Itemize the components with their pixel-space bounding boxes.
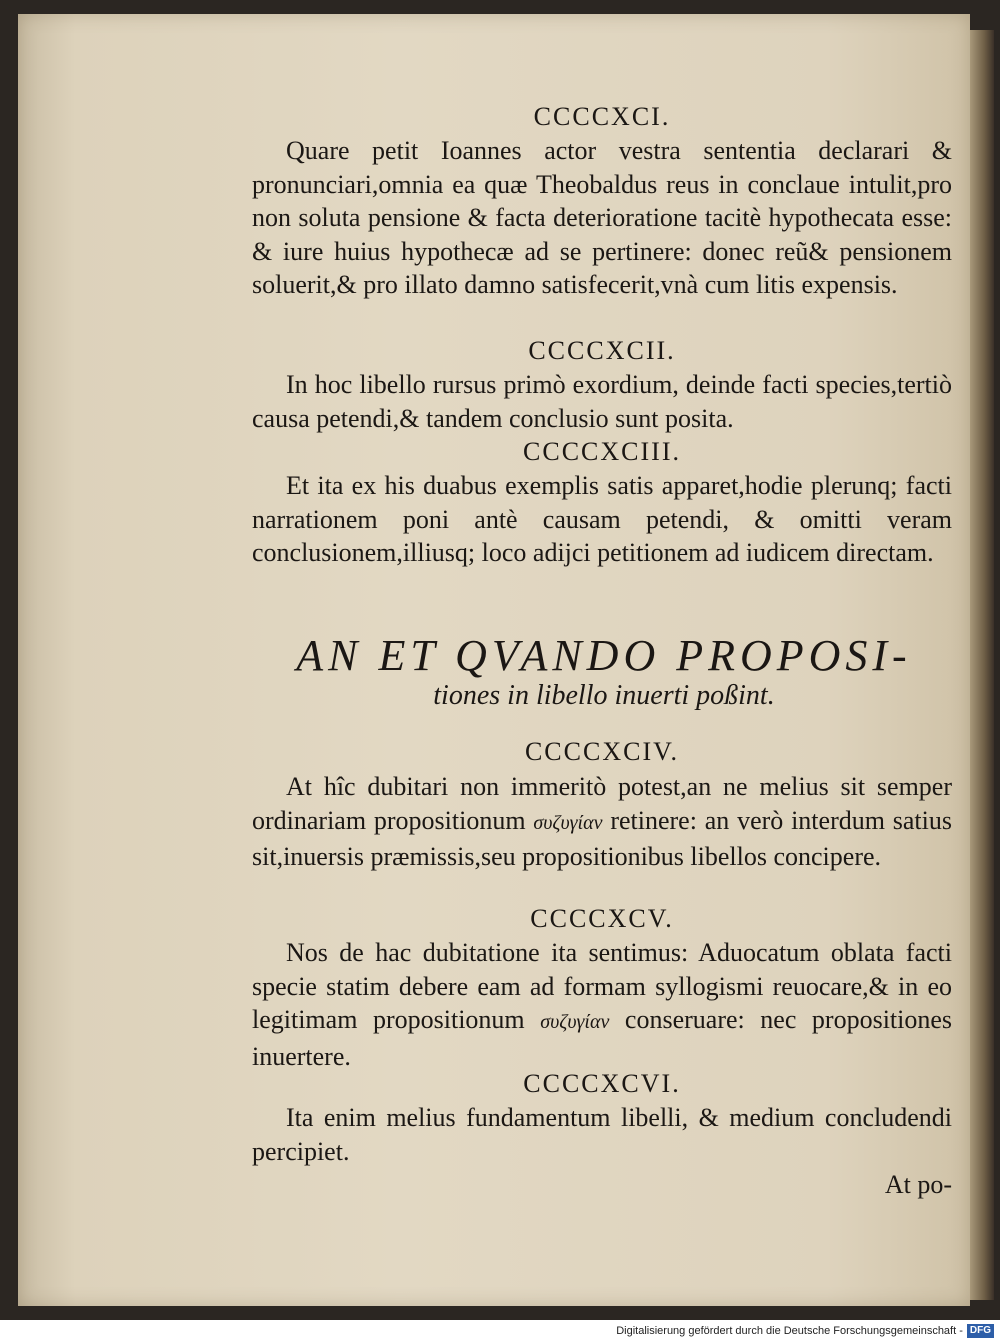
paragraph-text: In hoc libello rursus primò exordium, deinde facti species,tertiò causa petendi,& tandem conclusio sunt posita. <box>252 370 952 433</box>
section-paragraph <box>252 936 952 1073</box>
paragraph-text: Et ita ex his duabus exemplis satis apparet,hodie plerunq; facti narrationem poni antè causam petendi, & omitti veram conclusionem,illiusq; loco adijci petitionem ad iudicem directam. <box>252 471 952 567</box>
page-edge <box>970 30 994 1300</box>
catchword: At po- <box>884 1170 952 1199</box>
paragraph-text <box>252 936 952 1073</box>
paragraph-text-b: retinere: an verò interdum satius sit,inuersis præmissis,seu propositionibus libellos concipere. <box>252 805 952 871</box>
catchword-row <box>252 1168 952 1202</box>
section-paragraph <box>252 1101 952 1202</box>
section-paragraph <box>252 368 952 435</box>
paragraph-text-a: Nos de hac dubitatione ita sentimus: Aduocatum oblata facti specie statim debere eam ad formam syllogismi reuocare,& in eo legitimam propositionum <box>252 938 952 1034</box>
dfg-logo-icon: DFG <box>967 1324 994 1338</box>
chapter-title: AN ET QVANDO PROPOSI- <box>296 631 912 680</box>
section-heading: CCCCXCIV. <box>524 737 680 766</box>
footer-text: Digitalisierung gefördert durch die Deutsche Forschungsgemeinschaft - <box>616 1325 963 1337</box>
section-heading: CCCCXCIII. <box>523 437 681 466</box>
greek-word: συζυγίαν <box>540 1011 610 1033</box>
section-heading: CCCCXCII. <box>528 336 676 365</box>
digitization-footer <box>0 1320 1000 1342</box>
greek-word: συζυγίαν <box>533 811 603 834</box>
section-paragraph <box>252 134 952 302</box>
paragraph-text: Quare petit Ioannes actor vestra sententia declarari & pronunciari,omnia ea quæ Theobaldus reus in conclaue intulit,pro non soluta pensione & facta deterioratione tacitè hypothecata esse: & iure huius hypothecæ ad se pertinere: donec reũ& pensionem soluerit,& pro illato damno satisfecerit,vnà cum litis expensis. <box>252 136 952 299</box>
section-paragraph <box>252 469 952 570</box>
paragraph-text <box>252 770 952 874</box>
section-heading: CCCCXCV. <box>530 904 674 933</box>
paragraph-text-a: At hîc dubitari non immeritò potest,an ne melius sit semper ordinariam propositionum <box>252 772 952 835</box>
paragraph-text-b: conseruare: nec propositiones inuertere. <box>252 1005 953 1071</box>
section-heading: CCCCXCI. <box>533 102 671 131</box>
paragraph-text: Ita enim melius fundamentum libelli, & medium concludendi percipiet. <box>252 1103 952 1166</box>
section-heading: CCCCXCVI. <box>523 1069 681 1098</box>
section-paragraph <box>252 770 952 874</box>
chapter-subtitle: tiones in libello inuerti poßint. <box>433 680 775 711</box>
